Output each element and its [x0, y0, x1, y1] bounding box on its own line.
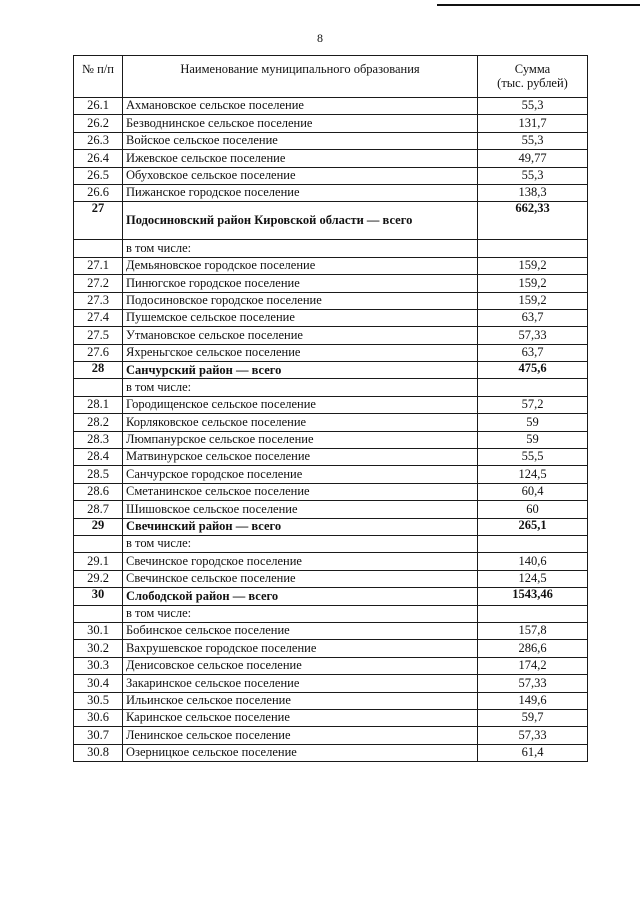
- table-row: [74, 379, 588, 396]
- row-name: Безводнинское сельское поселение: [123, 115, 478, 132]
- row-sum: 59: [478, 414, 588, 431]
- row-sum: 138,3: [478, 184, 588, 201]
- row-sum: 131,7: [478, 115, 588, 132]
- row-number: 26.5: [74, 167, 123, 184]
- row-name: Корляковское сельское поселение: [123, 414, 478, 431]
- row-number: 26.1: [74, 98, 123, 115]
- header-number: № п/п: [74, 56, 123, 98]
- row-sum: 174,2: [478, 657, 588, 674]
- table-row: [74, 605, 588, 622]
- table-row: [74, 449, 588, 466]
- table-row: [74, 675, 588, 692]
- district-total-row: [74, 518, 588, 535]
- table-row: [74, 640, 588, 657]
- row-sum: 57,33: [478, 675, 588, 692]
- row-name: Свечинское городское поселение: [123, 553, 478, 570]
- table-row: [74, 657, 588, 674]
- table-body: [74, 98, 588, 762]
- row-name: Шишовское сельское поселение: [123, 501, 478, 518]
- row-name: Демьяновское городское поселение: [123, 257, 478, 274]
- row-number: 30.7: [74, 727, 123, 744]
- row-number: 28.5: [74, 466, 123, 483]
- table-row: [74, 727, 588, 744]
- table-row: [74, 292, 588, 309]
- row-sum: 265,1: [478, 518, 588, 535]
- top-rule-line: [437, 4, 640, 6]
- row-sum: 57,2: [478, 396, 588, 413]
- row-number: 29.2: [74, 570, 123, 587]
- row-sum: 57,33: [478, 327, 588, 344]
- row-number: 30.2: [74, 640, 123, 657]
- row-name: Войское сельское поселение: [123, 132, 478, 149]
- row-number: 26.6: [74, 184, 123, 201]
- row-name: Свечинское сельское поселение: [123, 570, 478, 587]
- row-number: 30.5: [74, 692, 123, 709]
- table-row: [74, 553, 588, 570]
- row-sum: 475,6: [478, 362, 588, 379]
- row-name: Пижанское городское поселение: [123, 184, 478, 201]
- row-number: [74, 240, 123, 257]
- row-name: Вахрушевское городское поселение: [123, 640, 478, 657]
- row-sum: 49,77: [478, 150, 588, 167]
- row-sum: 59: [478, 431, 588, 448]
- row-number: 27.1: [74, 257, 123, 274]
- row-number: 28.7: [74, 501, 123, 518]
- district-total-row: [74, 588, 588, 605]
- row-sum: 662,33: [478, 202, 588, 240]
- table-row: [74, 150, 588, 167]
- row-number: 30.6: [74, 709, 123, 726]
- row-name: Санчурское городское поселение: [123, 466, 478, 483]
- row-name: Ленинское сельское поселение: [123, 727, 478, 744]
- row-number: 30.1: [74, 622, 123, 639]
- table-row: [74, 167, 588, 184]
- district-total-row: [74, 202, 588, 240]
- row-number: 28: [74, 362, 123, 379]
- table-header-row: [74, 56, 588, 98]
- row-number: 30.4: [74, 675, 123, 692]
- row-sum: 124,5: [478, 466, 588, 483]
- row-number: 30.8: [74, 744, 123, 761]
- table-row: [74, 132, 588, 149]
- row-name: Закаринское сельское поселение: [123, 675, 478, 692]
- table-row: [74, 327, 588, 344]
- row-name: Санчурский район — всего: [123, 362, 478, 379]
- row-number: 27: [74, 202, 123, 240]
- row-name: Люмпанурское сельское поселение: [123, 431, 478, 448]
- row-sum: 60: [478, 501, 588, 518]
- row-number: 28.3: [74, 431, 123, 448]
- table-row: [74, 570, 588, 587]
- table-row: [74, 483, 588, 500]
- row-number: 26.4: [74, 150, 123, 167]
- row-name: Обуховское сельское поселение: [123, 167, 478, 184]
- row-name: Сметанинское сельское поселение: [123, 483, 478, 500]
- table-row: [74, 115, 588, 132]
- row-sum: 55,5: [478, 449, 588, 466]
- row-number: [74, 535, 123, 552]
- table-row: [74, 184, 588, 201]
- row-number: 28.6: [74, 483, 123, 500]
- row-name: Городищенское сельское поселение: [123, 396, 478, 413]
- table-row: [74, 622, 588, 639]
- table-row: [74, 709, 588, 726]
- table-row: [74, 396, 588, 413]
- row-sum: 63,7: [478, 344, 588, 361]
- row-name: Ахмановское сельское поселение: [123, 98, 478, 115]
- row-sum: 140,6: [478, 553, 588, 570]
- table-row: [74, 501, 588, 518]
- table-row: [74, 98, 588, 115]
- row-name: Подосиновский район Кировской области — всего: [123, 202, 478, 240]
- row-sum: 124,5: [478, 570, 588, 587]
- row-name: Ижевское сельское поселение: [123, 150, 478, 167]
- row-name: Пушемское сельское поселение: [123, 309, 478, 326]
- table-row: [74, 431, 588, 448]
- row-name: Каринское сельское поселение: [123, 709, 478, 726]
- row-number: 30: [74, 588, 123, 605]
- row-sum: 286,6: [478, 640, 588, 657]
- row-sum: 159,2: [478, 275, 588, 292]
- row-name: Свечинский район — всего: [123, 518, 478, 535]
- row-sum: 159,2: [478, 292, 588, 309]
- row-number: 27.3: [74, 292, 123, 309]
- row-number: 27.2: [74, 275, 123, 292]
- row-number: 28.4: [74, 449, 123, 466]
- row-sum: 157,8: [478, 622, 588, 639]
- row-sum: 61,4: [478, 744, 588, 761]
- row-sum: 55,3: [478, 167, 588, 184]
- row-name: Подосиновское городское поселение: [123, 292, 478, 309]
- row-number: 27.6: [74, 344, 123, 361]
- row-number: 30.3: [74, 657, 123, 674]
- row-sum: 55,3: [478, 132, 588, 149]
- row-name: Ильинское сельское поселение: [123, 692, 478, 709]
- table-row: [74, 692, 588, 709]
- row-sum: 159,2: [478, 257, 588, 274]
- row-number: 27.4: [74, 309, 123, 326]
- header-sum-line2: (тыс. рублей): [497, 75, 568, 90]
- row-name: в том числе:: [123, 240, 478, 257]
- row-sum: 1543,46: [478, 588, 588, 605]
- row-name: Бобинское сельское поселение: [123, 622, 478, 639]
- row-number: 26.2: [74, 115, 123, 132]
- table-row: [74, 257, 588, 274]
- budget-table: [73, 55, 588, 762]
- district-total-row: [74, 362, 588, 379]
- table-row: [74, 414, 588, 431]
- row-sum: 57,33: [478, 727, 588, 744]
- row-number: 28.2: [74, 414, 123, 431]
- header-sum: [478, 56, 588, 98]
- page-number: 8: [317, 31, 323, 45]
- row-sum: 55,3: [478, 98, 588, 115]
- header-name: Наименование муниципального образования: [123, 56, 478, 98]
- row-number: 27.5: [74, 327, 123, 344]
- row-number: 28.1: [74, 396, 123, 413]
- row-sum: 63,7: [478, 309, 588, 326]
- row-sum: [478, 240, 588, 257]
- row-number: [74, 379, 123, 396]
- row-name: Матвинурское сельское поселение: [123, 449, 478, 466]
- row-name: Денисовское сельское поселение: [123, 657, 478, 674]
- row-sum: [478, 605, 588, 622]
- row-number: 26.3: [74, 132, 123, 149]
- row-sum: [478, 379, 588, 396]
- table-row: [74, 466, 588, 483]
- row-name: Пинюгское городское поселение: [123, 275, 478, 292]
- table-row: [74, 275, 588, 292]
- row-sum: 149,6: [478, 692, 588, 709]
- row-name: Слободской район — всего: [123, 588, 478, 605]
- row-number: 29: [74, 518, 123, 535]
- row-name: Озерницкое сельское поселение: [123, 744, 478, 761]
- row-name: в том числе:: [123, 605, 478, 622]
- table-row: [74, 344, 588, 361]
- table-row: [74, 240, 588, 257]
- row-sum: 60,4: [478, 483, 588, 500]
- row-name: в том числе:: [123, 535, 478, 552]
- header-sum-line1: Сумма: [514, 62, 551, 76]
- row-number: 29.1: [74, 553, 123, 570]
- table-row: [74, 744, 588, 761]
- row-sum: 59,7: [478, 709, 588, 726]
- row-number: [74, 605, 123, 622]
- row-name: в том числе:: [123, 379, 478, 396]
- table-row: [74, 535, 588, 552]
- table-row: [74, 309, 588, 326]
- row-sum: [478, 535, 588, 552]
- row-name: Яхреньгское сельское поселение: [123, 344, 478, 361]
- row-name: Утмановское сельское поселение: [123, 327, 478, 344]
